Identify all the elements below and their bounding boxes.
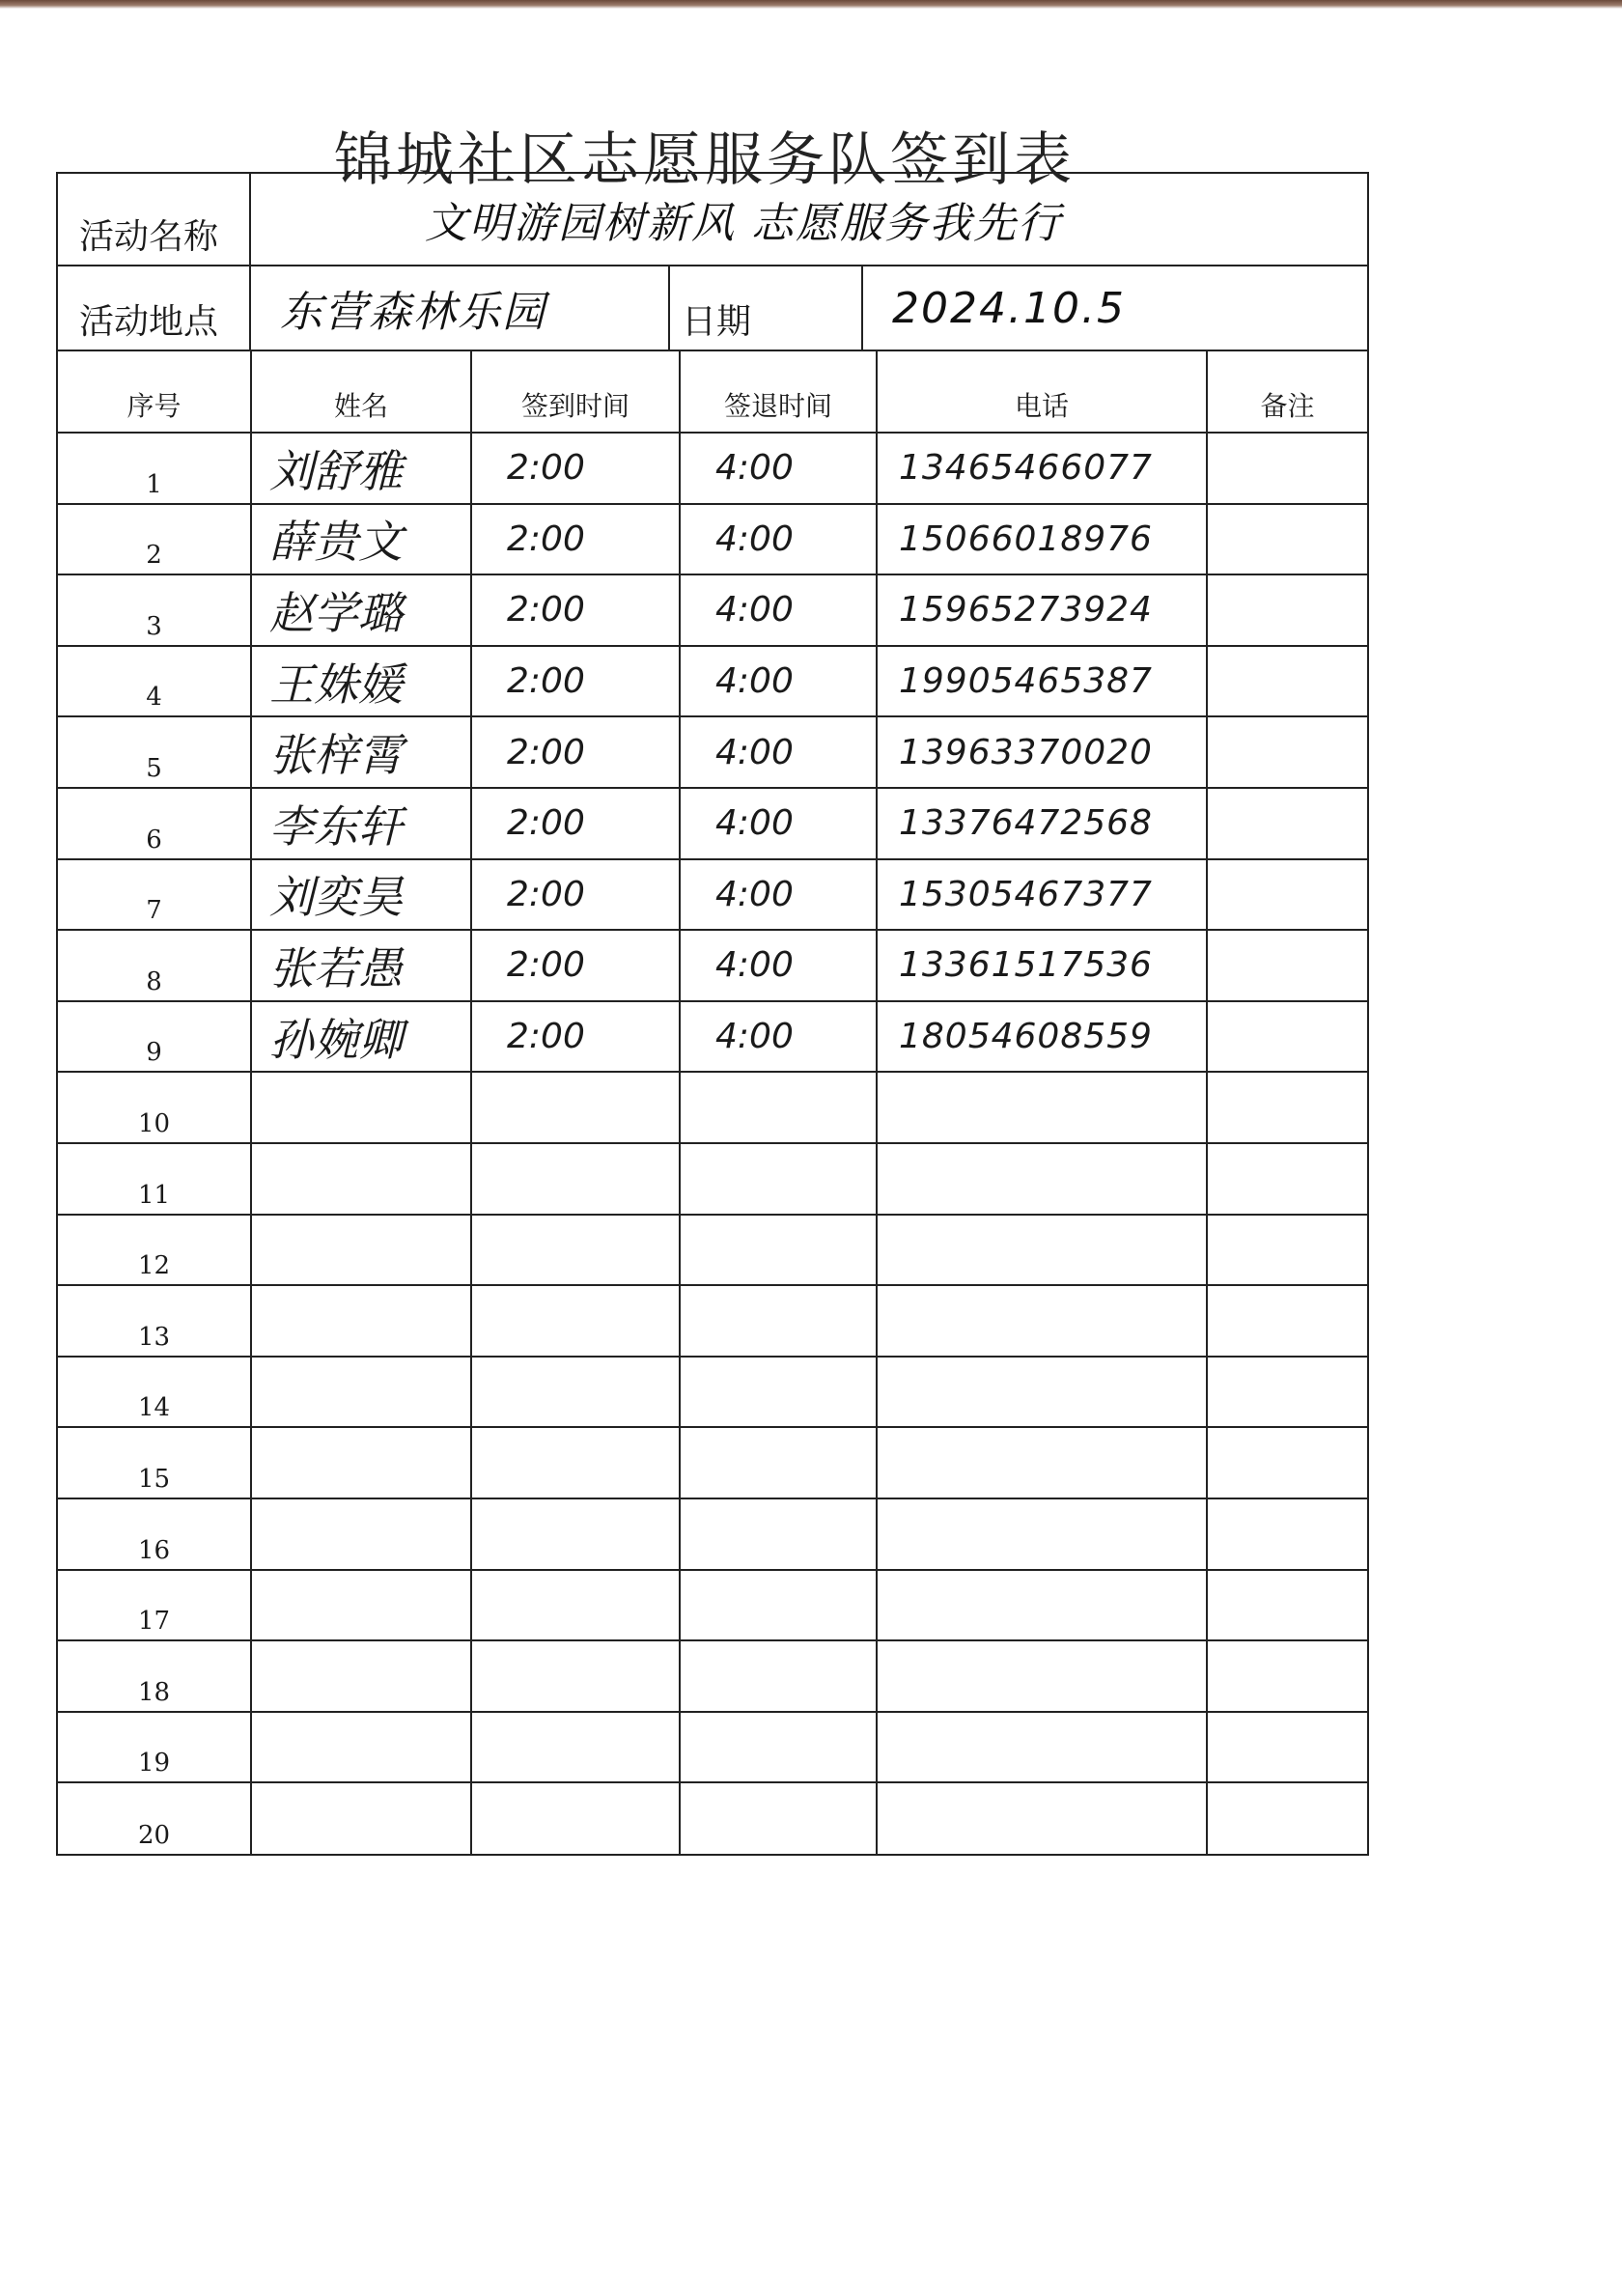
row-name: 张若愚 [251,930,471,1001]
row-sign-in-time [471,1357,680,1428]
row-name [251,1640,471,1712]
table-row [58,1072,1367,1143]
row-phone [877,1427,1207,1498]
row-number: 16 [58,1498,251,1570]
row-sign-in-time [471,1782,680,1854]
row-number: 2 [58,504,251,575]
page-title: 锦城社区志愿服务队签到表 [334,126,1076,194]
row-note [1207,1143,1367,1215]
row-phone: 13376472568 [877,788,1207,859]
row-name: 王姝媛 [251,646,471,717]
date-label: 日期 [670,266,863,350]
row-sign-in-time [471,1640,680,1712]
row-note [1207,930,1367,1001]
row-name [251,1570,471,1641]
table-row [58,1498,1367,1570]
row-note [1207,1640,1367,1712]
row-name [251,1357,471,1428]
row-note [1207,1001,1367,1073]
row-phone: 13963370020 [877,716,1207,788]
row-sign-out-time [680,1215,877,1286]
row-sign-out-time [680,1072,877,1143]
row-number: 3 [58,574,251,646]
table-row [58,504,1367,575]
row-number: 15 [58,1427,251,1498]
table-row [58,1357,1367,1428]
row-note [1207,433,1367,504]
row-note [1207,859,1367,931]
row-sign-in-time: 2:00 [471,716,680,788]
header-no: 序号 [58,351,251,433]
row-name: 刘奕昊 [251,859,471,931]
table-row [58,859,1367,931]
row-phone: 13361517536 [877,930,1207,1001]
row-sign-out-time: 4:00 [680,433,877,504]
row-sign-in-time: 2:00 [471,788,680,859]
row-name: 赵学璐 [251,574,471,646]
activity-name-value: 文明游园树新风 志愿服务我先行 [425,199,1062,248]
row-name [251,1143,471,1215]
row-sign-in-time [471,1143,680,1215]
row-phone [877,1640,1207,1712]
row-sign-out-time [680,1570,877,1641]
row-note [1207,1072,1367,1143]
row-sign-out-time [680,1427,877,1498]
row-sign-in-time: 2:00 [471,574,680,646]
row-phone: 15965273924 [877,574,1207,646]
row-name [251,1285,471,1357]
table-row [58,1712,1367,1783]
row-phone: 15305467377 [877,859,1207,931]
row-sign-out-time: 4:00 [680,504,877,575]
row-number: 11 [58,1143,251,1215]
row-sign-out-time [680,1640,877,1712]
row-name: 孙婉卿 [251,1001,471,1073]
row-number: 1 [58,433,251,504]
header-note: 备注 [1207,351,1367,433]
row-phone [877,1357,1207,1428]
row-name: 张梓霄 [251,716,471,788]
table-row [58,716,1367,788]
row-sign-in-time: 2:00 [471,859,680,931]
table-row [58,1782,1367,1854]
row-sign-out-time [680,1143,877,1215]
row-number: 12 [58,1215,251,1286]
row-phone: 15066018976 [877,504,1207,575]
row-number: 8 [58,930,251,1001]
paper-top-edge [0,0,1622,9]
row-name [251,1072,471,1143]
row-name: 薛贵文 [251,504,471,575]
row-note [1207,504,1367,575]
table-row [58,1215,1367,1286]
row-number: 10 [58,1072,251,1143]
row-note [1207,1712,1367,1783]
location-value: 东营森林乐园 [251,266,670,350]
row-sign-out-time [680,1357,877,1428]
table-row [58,433,1367,504]
row-phone [877,1215,1207,1286]
row-sign-in-time: 2:00 [471,1001,680,1073]
row-sign-out-time: 4:00 [680,788,877,859]
row-number: 18 [58,1640,251,1712]
row-number: 5 [58,716,251,788]
table-row [58,1640,1367,1712]
row-number: 7 [58,859,251,931]
row-note [1207,1427,1367,1498]
row-note [1207,1498,1367,1570]
row-sign-in-time [471,1427,680,1498]
row-note [1207,1570,1367,1641]
table-row [58,930,1367,1001]
row-note [1207,646,1367,717]
row-number: 9 [58,1001,251,1073]
row-phone [877,1143,1207,1215]
table-row [58,788,1367,859]
row-phone [877,1570,1207,1641]
row-sign-out-time: 4:00 [680,716,877,788]
row-phone [877,1782,1207,1854]
row-name [251,1498,471,1570]
header-phone: 电话 [877,351,1207,433]
row-sign-out-time: 4:00 [680,1001,877,1073]
header-sign-in-time: 签到时间 [471,351,680,433]
row-sign-in-time: 2:00 [471,504,680,575]
row-sign-in-time: 2:00 [471,930,680,1001]
row-note [1207,788,1367,859]
table-row [58,646,1367,717]
row-number: 6 [58,788,251,859]
row-name: 李东轩 [251,788,471,859]
row-phone: 18054608559 [877,1001,1207,1073]
row-name [251,1782,471,1854]
row-sign-in-time [471,1215,680,1286]
row-sign-out-time: 4:00 [680,930,877,1001]
row-sign-in-time: 2:00 [471,433,680,504]
table-row [58,1570,1367,1641]
table-row [58,1143,1367,1215]
activity-name-row [58,174,1367,266]
row-phone [877,1498,1207,1570]
row-phone [877,1285,1207,1357]
row-sign-in-time: 2:00 [471,646,680,717]
row-sign-in-time [471,1712,680,1783]
row-name [251,1215,471,1286]
row-number: 20 [58,1782,251,1854]
activity-name-label: 活动名称 [58,174,251,265]
row-sign-out-time [680,1712,877,1783]
row-sign-out-time [680,1782,877,1854]
header-sign-out-time: 签退时间 [680,351,877,433]
row-phone [877,1712,1207,1783]
row-number: 13 [58,1285,251,1357]
row-number: 14 [58,1357,251,1428]
table-row [58,574,1367,646]
row-number: 17 [58,1570,251,1641]
row-name [251,1427,471,1498]
row-note [1207,1215,1367,1286]
table-row [58,1427,1367,1498]
sign-in-form [56,172,1369,1856]
row-sign-out-time [680,1498,877,1570]
row-name: 刘舒雅 [251,433,471,504]
row-sign-out-time [680,1285,877,1357]
row-note [1207,574,1367,646]
row-note [1207,716,1367,788]
location-row [58,266,1367,351]
row-phone: 13465466077 [877,433,1207,504]
row-note [1207,1357,1367,1428]
row-sign-in-time [471,1570,680,1641]
header-name: 姓名 [251,351,471,433]
row-name [251,1712,471,1783]
row-sign-out-time: 4:00 [680,646,877,717]
row-note [1207,1285,1367,1357]
table-row [58,1285,1367,1357]
row-sign-out-time: 4:00 [680,574,877,646]
attendance-table [58,351,1367,1854]
row-sign-in-time [471,1285,680,1357]
row-phone [877,1072,1207,1143]
table-row [58,1001,1367,1073]
table-header-row [58,351,1367,433]
date-value: 2024.10.5 [892,283,1126,333]
row-sign-out-time: 4:00 [680,859,877,931]
row-sign-in-time [471,1072,680,1143]
row-number: 19 [58,1712,251,1783]
row-number: 4 [58,646,251,717]
row-phone: 19905465387 [877,646,1207,717]
location-label: 活动地点 [58,266,251,350]
row-sign-in-time [471,1498,680,1570]
row-note [1207,1782,1367,1854]
